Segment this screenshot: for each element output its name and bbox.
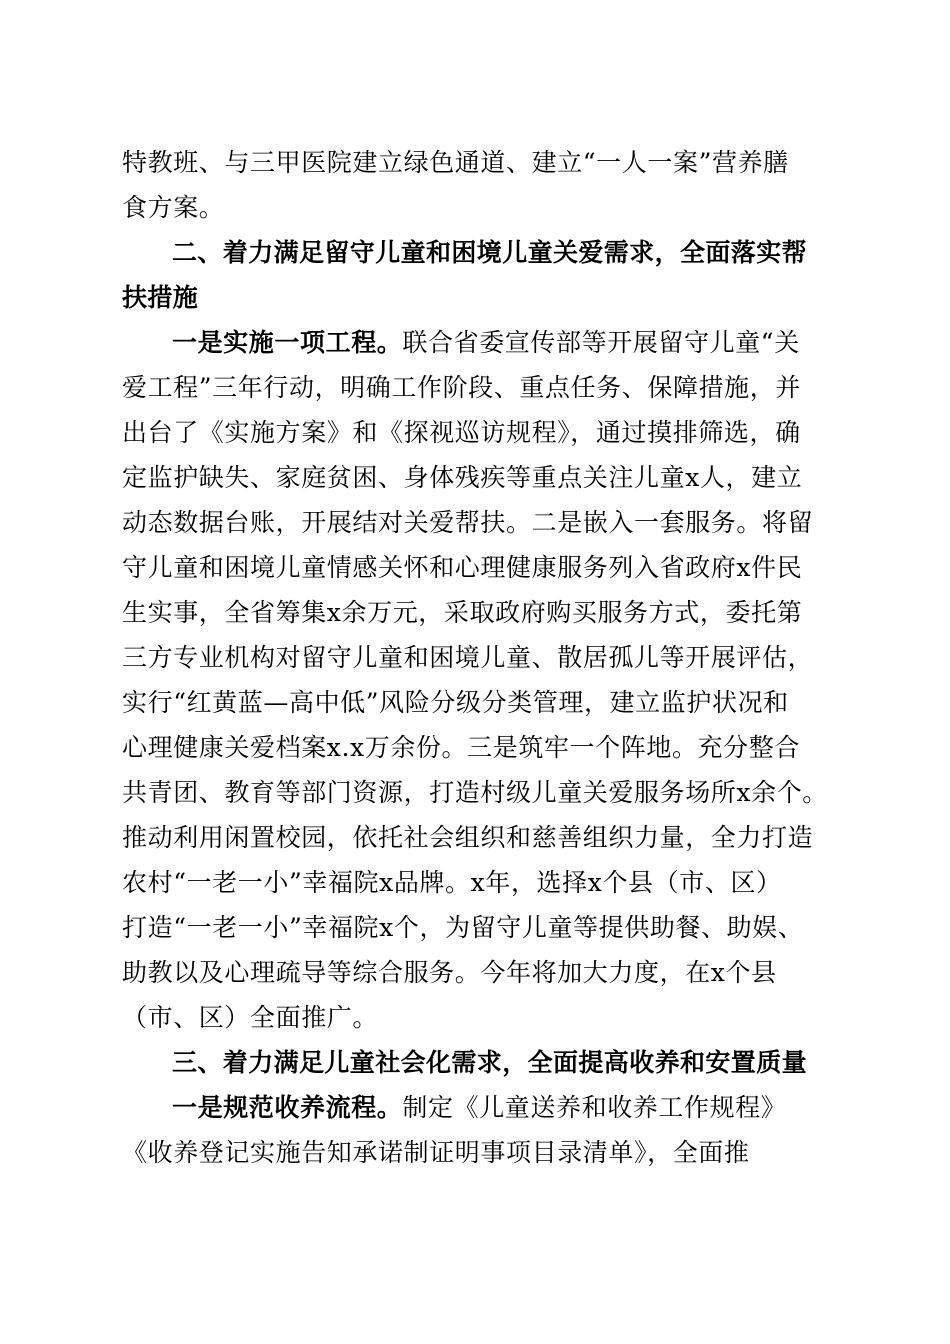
section-2-body-line: 实行“红黄蓝—高中低”风险分级分类管理，建立监护状况和 [122,688,789,717]
section-3-first-line [172,1090,842,1126]
section-3-heading: 三、着力满足儿童社会化需求，全面提高收养和安置质量 [172,1048,808,1077]
section-2-heading-line-1: 二、着力满足留守儿童和困境儿童关爱需求，全面落实帮 [172,238,808,267]
section-2-first-rest: 联合省委宣传部等开展留守儿童“关 [402,328,800,357]
section-2-body-line: 推动利用闲置校园，依托社会组织和慈善组织力量，全力打造 [122,823,814,852]
section-2-body-line: 守儿童和困境儿童情感关怀和心理健康服务列入省政府x件民 [122,553,803,582]
section-2-body-line: 出台了《实施方案》和《探视巡访规程》，通过摸排筛选，确 [122,418,801,447]
section-2-body-line: 打造“一老一小”幸福院x个，为留守儿童等提供助餐、助娱、 [122,913,804,942]
section-2-body-line: 农村“一老一小”幸福院x品牌。x年，选择x个县（市、区） [122,868,782,897]
continuation-line-2: 食方案。 [122,193,225,222]
section-2-heading-line-2: 扶措施 [122,283,199,312]
section-2-body-line: 三方专业机构对留守儿童和困境儿童、散居孤儿等开展评估， [122,643,814,672]
section-2-body-line: 共青团、教育等部门资源，打造村级儿童关爱服务场所x余个。 [122,778,828,807]
section-2-lead: 一是实施一项工程。 [172,328,403,357]
section-2-body-line: （市、区）全面推广。 [122,1003,379,1032]
section-2-body-line: 动态数据台账，开展结对关爱帮扶。二是嵌入一套服务。将留 [122,508,814,537]
section-3-lead: 一是规范收养流程。 [172,1093,403,1122]
section-2-body-line: 心理健康关爱档案x.x万余份。三是筑牢一个阵地。充分整合 [122,733,800,762]
section-2-body-line: 定监护缺失、家庭贫困、身体残疾等重点关注儿童x人，建立 [122,463,803,492]
section-3-first-rest: 制定《儿童送养和收养工作规程》 [402,1093,787,1122]
section-2-body-line: 助教以及心理疏导等综合服务。今年将加大力度，在x个县 [122,958,777,987]
section-2-first-line [172,325,842,361]
section-2-body-line: 爱工程”三年行动，明确工作阶段、重点任务、保障措施，并 [122,373,801,402]
section-2-body-line: 生实事，全省筹集x余万元，采取政府购买服务方式，委托第 [122,598,803,627]
continuation-line-1: 特教班、与三甲医院建立绿色通道、建立“一人一案”营养膳 [122,148,789,177]
section-3-body-line: 《收养登记实施告知承诺制证明事项目录清单》，全面推 [122,1138,750,1167]
